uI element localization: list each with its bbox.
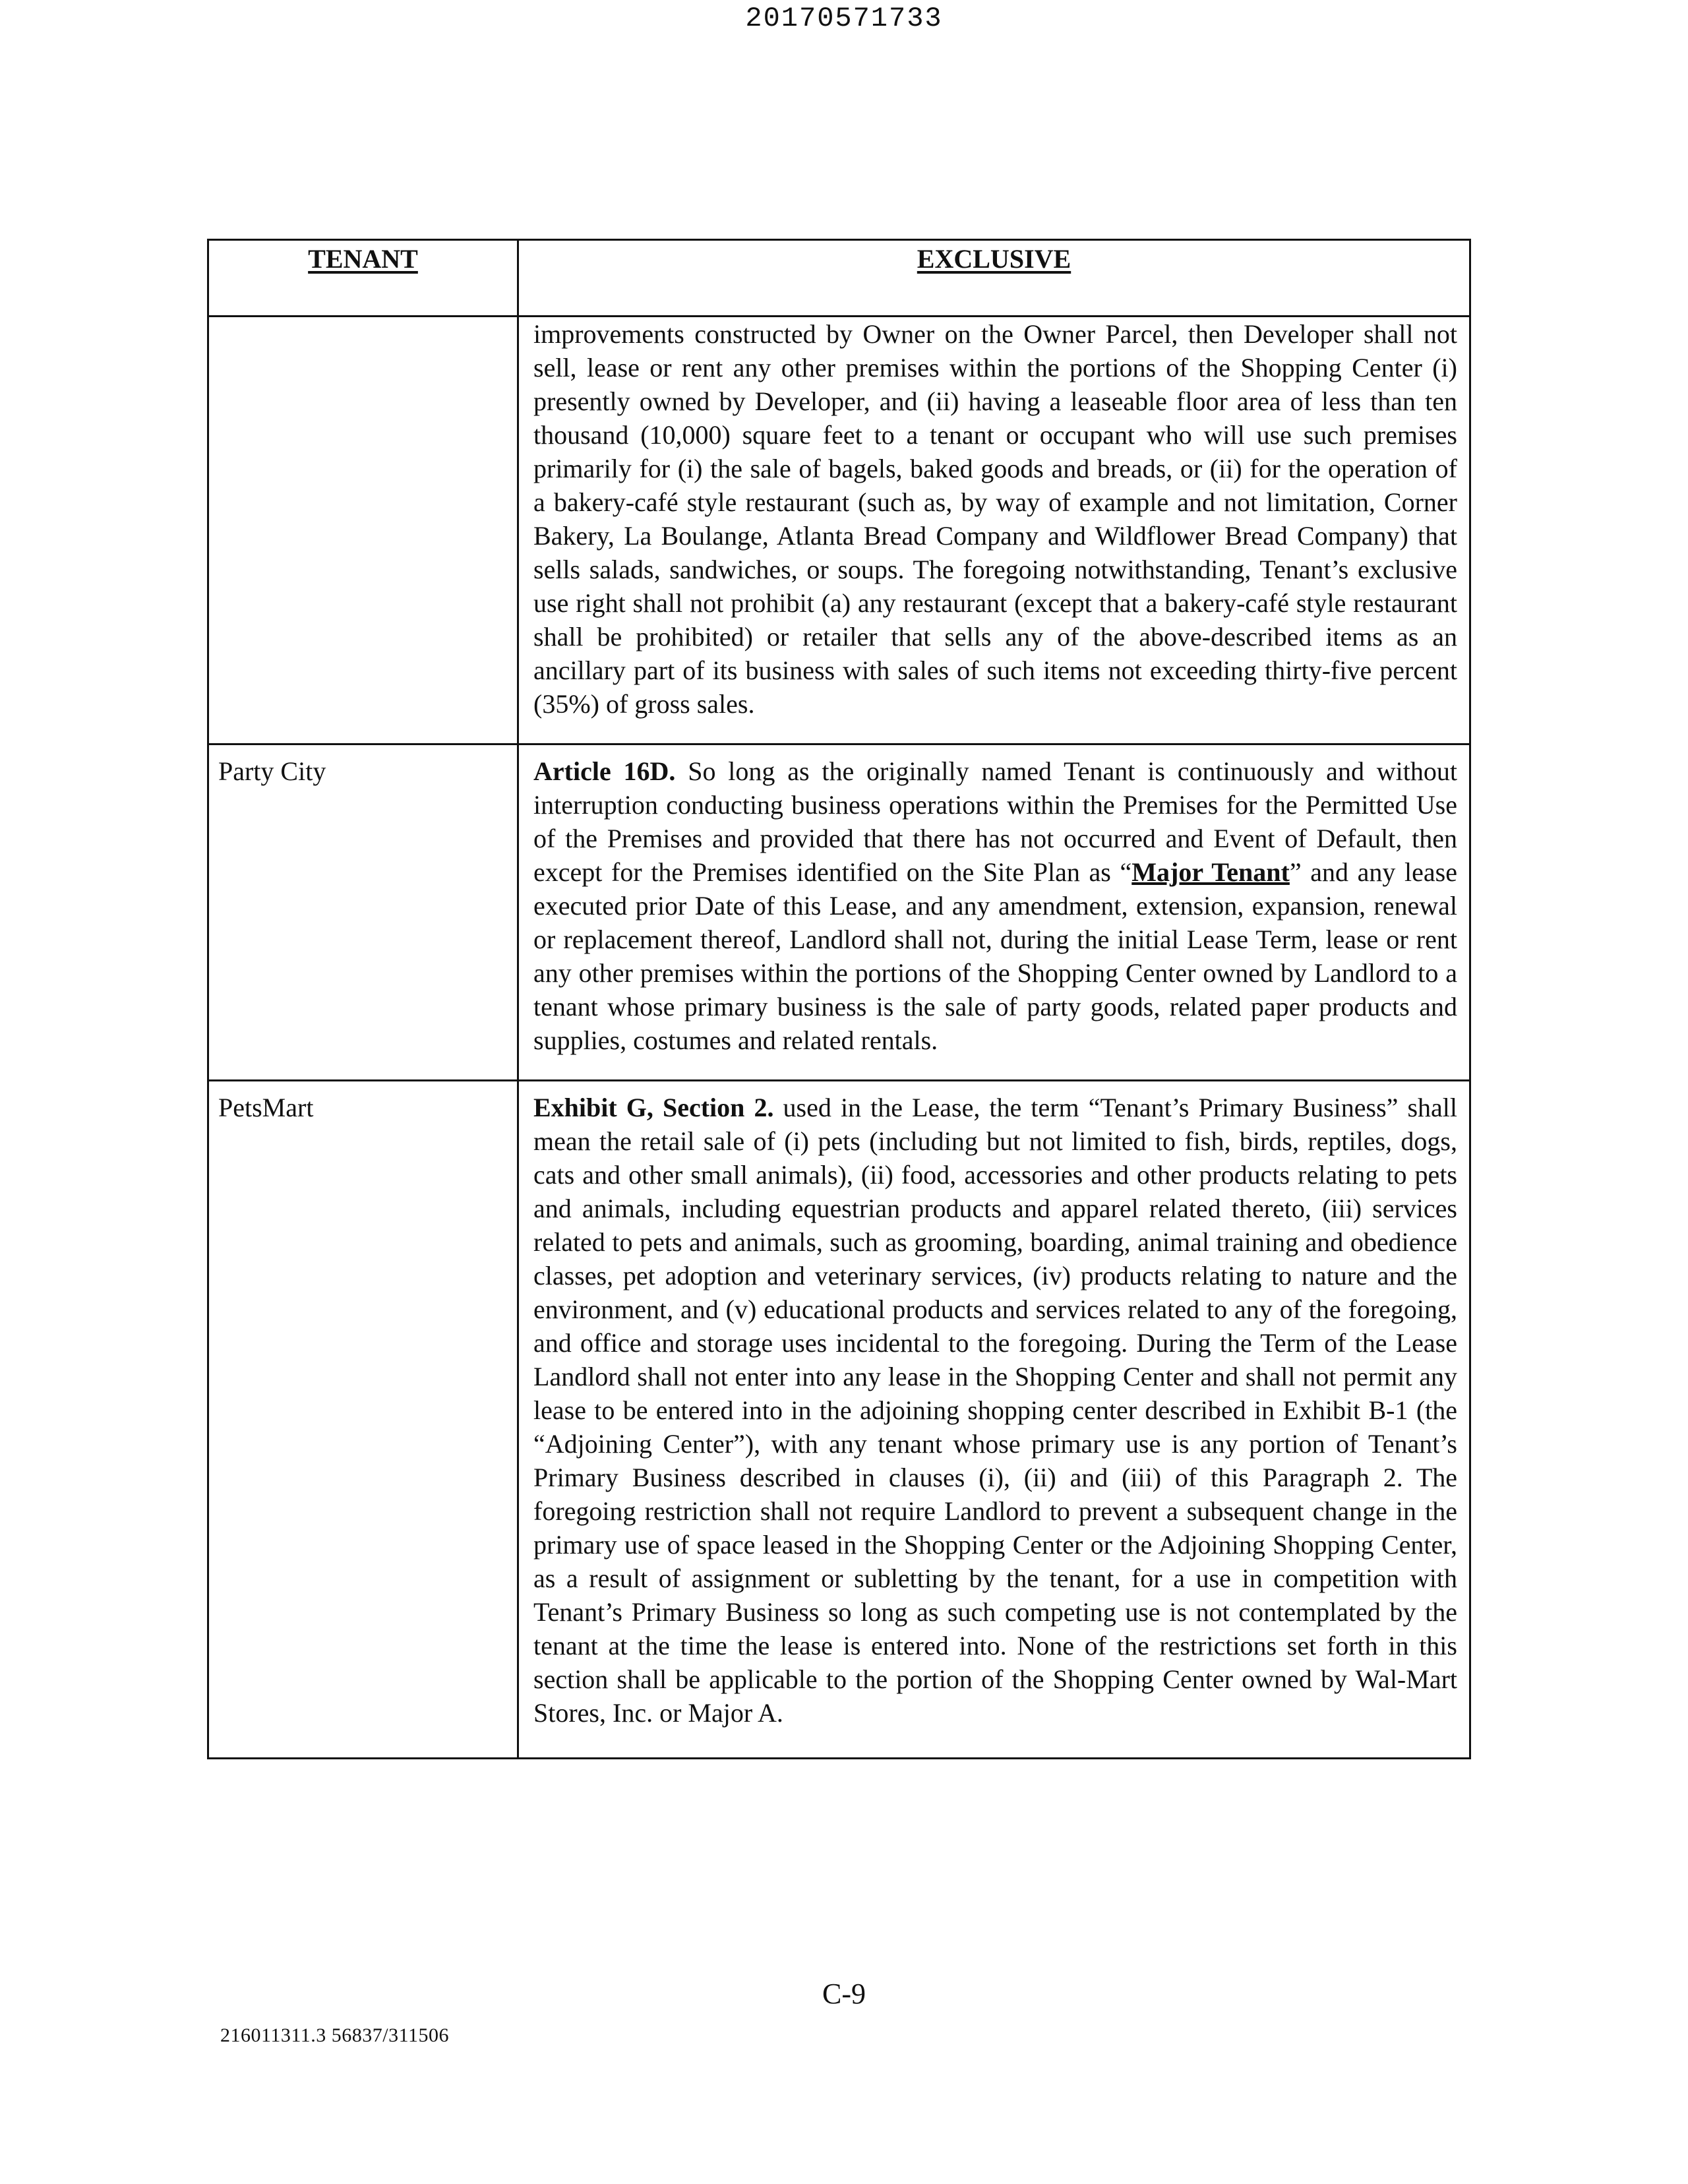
tenant-cell: PetsMart bbox=[208, 1081, 518, 1759]
document-number: 20170571733 bbox=[745, 3, 943, 34]
exclusive-text: So long as the originally named Tenant is continuously and without interruption conducting business operations within the Premises for the Permitted Use of the Premises and provided that there has not occurred and Event of Default, then except for the Premises identified on the Site Plan as “ bbox=[533, 756, 1457, 887]
page-number: C-9 bbox=[822, 1978, 866, 2010]
tenant-cell bbox=[208, 317, 518, 744]
defined-term: Major Tenant bbox=[1131, 857, 1290, 887]
header-tenant: TENANT bbox=[208, 240, 518, 317]
exclusive-cell bbox=[518, 744, 1470, 1081]
exclusives-table bbox=[207, 239, 1471, 1759]
tenant-cell: Party City bbox=[208, 744, 518, 1081]
exclusive-cell bbox=[518, 317, 1470, 744]
exclusive-text-continued: ” and any lease executed prior Date of this Lease, and any amendment, extension, expansion, renewal or replacement thereof, Landlord shall not, during the initial Lease Term, lease or rent any other premises within the portions of the Shopping Center owned by Landlord to a tenant whose primary business is the sale of party goods, related paper products and supplies, costumes and related rentals. bbox=[533, 857, 1457, 1055]
exclusive-lead: Exhibit G, Section 2. bbox=[533, 1093, 774, 1122]
table-row bbox=[208, 317, 1470, 744]
exclusive-text: improvements constructed by Owner on the Owner Parcel, then Developer shall not sell, lease or rent any other premises within the portions of the Shopping Center (i) presently owned by Developer, and (ii) having a leaseable floor area of less than ten thousand (10,000) square feet to a tenant or occupant who will use such premises primarily for (i) the sale of bagels, baked goods and breads, or (ii) for the operation of a bakery-café style restaurant (such as, by way of example and not limitation, Corner Bakery, La Boulange, Atlanta Bread Company and Wildflower Bread Company) that sells salads, sandwiches, or soups. The foregoing notwithstanding, Tenant’s exclusive use right shall not prohibit (a) any restaurant (except that a bakery-café style restaurant shall be prohibited) or retailer that sells any of the above-described items as an ancillary part of its business with sales of such items not exceeding thirty-five percent (35%) of gross sales. bbox=[533, 319, 1457, 719]
table-row bbox=[208, 1081, 1470, 1759]
exclusive-text: used in the Lease, the term “Tenant’s Primary Business” shall mean the retail sale of (i) pets (including but not limited to fish, birds, reptiles, dogs, cats and other small animals), (ii) food, accessories and other products relating to pets and animals, including equestrian products and apparel related thereto, (iii) services related to pets and animals, such as grooming, boarding, animal training and obedience classes, pet adoption and veterinary services, (iv) products relating to nature and the environment, and (v) educational products and services related to any of the foregoing, and office and storage uses incidental to the foregoing. During the Term of the Lease Landlord shall not enter into any lease in the Shopping Center and shall not permit any lease to be entered into in the adjoining shopping center described in Exhibit B-1 (the “Adjoining Center”), with any tenant whose primary use is any portion of Tenant’s Primary Business described in clauses (i), (ii) and (iii) of this Paragraph 2. The foregoing restriction shall not require Landlord to prevent a subsequent change in the primary use of space leased in the Shopping Center or the Adjoining Shopping Center, as a result of assignment or subletting by the tenant, for a use in competition with Tenant’s Primary Business so long as such competing use is not contemplated by the tenant at the time the lease is entered into. None of the restrictions set forth in this section shall be applicable to the portion of the Shopping Center owned by Wal-Mart Stores, Inc. or Major A. bbox=[533, 1093, 1458, 1728]
table-header-row bbox=[208, 240, 1470, 317]
document-footer-id: 216011311.3 56837/311506 bbox=[220, 2024, 449, 2046]
exclusive-lead: Article 16D. bbox=[533, 756, 676, 786]
header-exclusive: EXCLUSIVE bbox=[518, 240, 1470, 317]
table-row bbox=[208, 744, 1470, 1081]
exclusive-cell bbox=[518, 1081, 1470, 1759]
